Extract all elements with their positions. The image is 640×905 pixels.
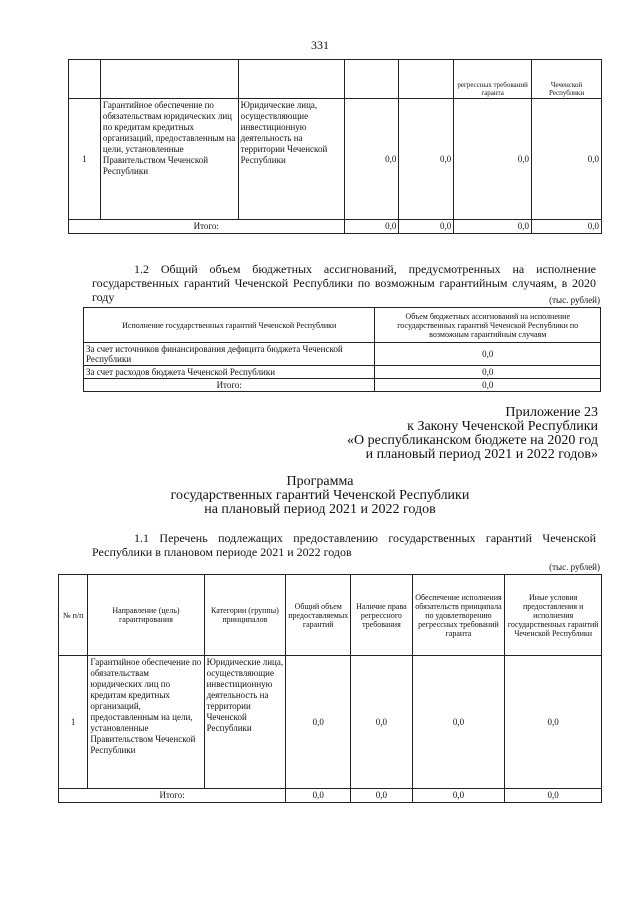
row-value: 0,0 xyxy=(351,656,412,789)
units-label: (тыс. рублей) xyxy=(549,295,600,305)
row-index: 1 xyxy=(59,656,88,789)
total-value: 0,0 xyxy=(286,789,351,803)
row-value: 0,0 xyxy=(286,656,351,789)
header-cell: Исполнение государственных гарантий Чеченской Республики xyxy=(84,308,375,343)
row-value: 0,0 xyxy=(375,366,601,379)
appendix-line: Приложение 23 xyxy=(505,405,598,420)
guarantees-table-2020 xyxy=(68,59,602,234)
table-header-row xyxy=(59,575,602,656)
appendix-line: «О республиканском бюджете на 2020 год xyxy=(347,433,598,448)
header-cell xyxy=(69,60,101,99)
title-line: Программа xyxy=(286,474,354,489)
header-cell: Чеченской Республики xyxy=(532,60,602,99)
header-cell xyxy=(399,60,454,99)
header-cell: № п/п xyxy=(59,575,88,656)
table-row xyxy=(69,99,602,220)
table-row xyxy=(59,656,602,789)
row-direction: Гарантийное обеспечение по обязательствам юридических лиц по кредитам кредитных организаций, предоставленным на цели, установленные Правительством Чеченской Республики xyxy=(88,656,204,789)
total-label: Итого: xyxy=(59,789,286,803)
header-cell: Наличие права регрессного требования xyxy=(351,575,412,656)
row-value: 0,0 xyxy=(399,99,454,220)
row-value: 0,0 xyxy=(454,99,532,220)
total-value: 0,0 xyxy=(351,789,412,803)
page-number: 331 xyxy=(311,38,329,52)
header-cell: Категории (группы) принципалов xyxy=(204,575,286,656)
header-cell: Объем бюджетных ассигнований на исполнение государственных гарантий Чеченской Республики по возможным гарантийным случаям xyxy=(375,308,601,343)
row-category: Юридические лица, осуществляющие инвестиционную деятельность на территории Чеченской Республики xyxy=(204,656,286,789)
table-header-row xyxy=(84,308,601,343)
total-value: 0,0 xyxy=(454,220,532,234)
total-row xyxy=(84,379,601,392)
header-cell xyxy=(238,60,344,99)
appendix-heading xyxy=(278,406,598,462)
total-value: 0,0 xyxy=(399,220,454,234)
header-cell: Направление (цель) гарантирования xyxy=(88,575,204,656)
header-cell xyxy=(344,60,399,99)
row-label: За счет расходов бюджета Чеченской Республики xyxy=(84,366,375,379)
paragraph-1-2: 1.2 Общий объем бюджетных ассигнований, предусмотренных на исполнение государственных гарантий Чеченской Республики по возможным гарантийным случаям, в 2020 году xyxy=(92,262,596,304)
row-value: 0,0 xyxy=(532,99,602,220)
total-value: 0,0 xyxy=(532,220,602,234)
total-value: 0,0 xyxy=(505,789,602,803)
program-title xyxy=(0,475,640,517)
units-label: (тыс. рублей) xyxy=(549,562,600,572)
header-cell: Иные условия предоставления и исполнения государственных гарантий Чеченской Республики xyxy=(505,575,602,656)
title-line: государственных гарантий Чеченской Республики xyxy=(170,488,470,503)
table-row xyxy=(84,343,601,366)
header-cell: регрессных требований гаранта xyxy=(454,60,532,99)
header-cell xyxy=(100,60,238,99)
table-header-row xyxy=(69,60,602,99)
row-direction: Гарантийное обеспечение по обязательствам юридических лиц по кредитам кредитных организаций, предоставленным на цели, установленные Правительством Чеченской Республики xyxy=(100,99,238,220)
total-value: 0,0 xyxy=(344,220,399,234)
total-label: Итого: xyxy=(84,379,375,392)
guarantees-table-2021-2022 xyxy=(58,574,602,803)
row-value: 0,0 xyxy=(412,656,505,789)
row-category: Юридические лица, осуществляющие инвестиционную деятельность на территории Чеченской Республики xyxy=(238,99,344,220)
row-value: 0,0 xyxy=(375,343,601,366)
row-value: 0,0 xyxy=(505,656,602,789)
row-label: За счет источников финансирования дефицита бюджета Чеченской Республики xyxy=(84,343,375,366)
row-index: 1 xyxy=(69,99,101,220)
header-cell: Общий объем предоставляемых гарантий xyxy=(286,575,351,656)
appendix-line: к Закону Чеченской Республики xyxy=(407,419,598,434)
total-value: 0,0 xyxy=(375,379,601,392)
total-value: 0,0 xyxy=(412,789,505,803)
paragraph-1-1: 1.1 Перечень подлежащих предоставлению государственных гарантий Чеченской Республики в плановом периоде 2021 и 2022 годов xyxy=(92,531,596,559)
total-label: Итого: xyxy=(69,220,345,234)
table-row xyxy=(84,366,601,379)
appendix-line: и плановый период 2021 и 2022 годов» xyxy=(365,447,598,462)
budget-allocation-table xyxy=(83,307,601,392)
title-line: на плановый период 2021 и 2022 годов xyxy=(204,502,436,517)
total-row xyxy=(69,220,602,234)
row-value: 0,0 xyxy=(344,99,399,220)
total-row xyxy=(59,789,602,803)
header-cell: Обеспечение исполнения обязательств принципала по удовлетворению регрессных требований гаранта xyxy=(412,575,505,656)
